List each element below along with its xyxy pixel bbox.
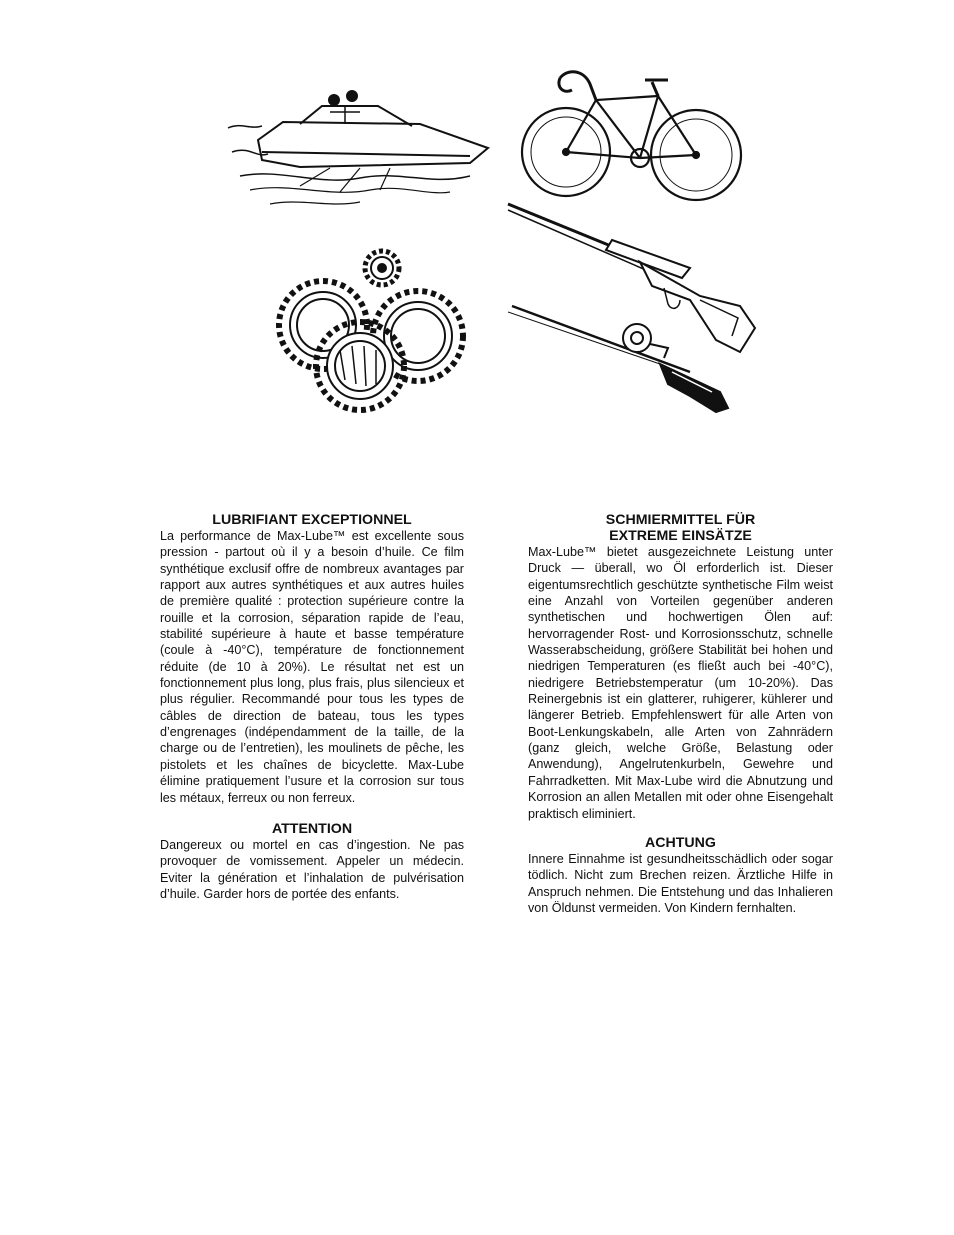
fishing-rod-illustration <box>508 306 728 412</box>
application-illustrations <box>0 0 954 470</box>
french-title: LUBRIFIANT EXCEPTIONNEL <box>212 512 412 528</box>
german-title-line2: EXTREME EINSÄTZE <box>609 528 752 544</box>
french-warning-title: ATTENTION <box>271 820 353 837</box>
german-section <box>528 512 833 916</box>
german-title-line1: SCHMIERMITTEL FÜR <box>605 512 756 528</box>
french-section <box>160 512 464 902</box>
bicycle-illustration <box>522 72 741 200</box>
german-body: Max-Lube™ bietet ausgezeichnete Leistung unter Druck — überall, wo Öl erforderlich ist. Dieser eigentumsrechtlich geschützte synthetische Film weist eine Anzahl von Vorteilen gegenüber anderen synthetischen und hochwertigen Ölen auf: hervorragender Rost- und Korrosionsschutz, schnelle Wasserabscheidung, größere Stabilität bei hohen und niedrigen Temperaturen (es fließt auch bei -40°C), niedrigere Betriebstemperatur (um 10-20%). Das Reinergebnis ist ein glatterer, ruhigerer, kühlerer und längerer Betrieb. Empfehlenswert für alle Arten von Boot-Lenkungskabeln, alle Arten von Zahnrädern (ganz gleich, welche Größe, Belastung oder Anwendung), Angelrutenkurbeln, Gewehre und Fahrradketten. Mit Max-Lube wird die Abnutzung und Korrosion an allen Metallen mit oder ohne Eisengehalt praktisch eliminiert. <box>528 545 833 821</box>
gears-illustration <box>279 251 463 410</box>
french-body: La performance de Max-Lube™ est excellente sous pression - partout où il y a besoin d’huile. Ce film synthétique exclusif offre de nombreux avantages par rapport aux autres synthétiques et aux autres huiles de première qualité : protection supérieure contre la rouille et la corrosion, séparation rapide de l’eau, stabilité supérieure à haute et basse température (coule à -40°C), température de fonctionnement réduite (de 10 à 20%). Le résultat net est un fonctionnement plus long, plus frais, plus silencieux et plus régulier. Recommandé pour tous les types de câbles de direction de bateau, tous les types d’engrenages (indépendamment de la taille, de la charge ou de l’entretien), les moulinets de pêche, les pistolets et les chaînes de bicyclette. Max-Lube élimine pratiquement l’usure et la corrosion sur tous les métaux, ferreux ou non ferreux. <box>160 529 464 805</box>
german-warning-title: ACHTUNG <box>645 834 716 851</box>
french-warning-body: Dangereux ou mortel en cas d’ingestion. Ne pas provoquer de vomissement. Appeler un médecin. Eviter la génération et l’inhalation de pulvérisation d’huile. Garder hors de portée des enfants. <box>160 837 464 901</box>
speedboat-illustration <box>228 91 488 204</box>
german-warning-body: Innere Einnahme ist gesundheitsschädlich oder sogar tödlich. Nicht zum Brechen reizen. Ärztliche Hilfe in Anspruch nehmen. Die Entstehung und das Inhalieren von Öldunst vermeiden. Von Kindern fernhalten. <box>528 851 833 915</box>
